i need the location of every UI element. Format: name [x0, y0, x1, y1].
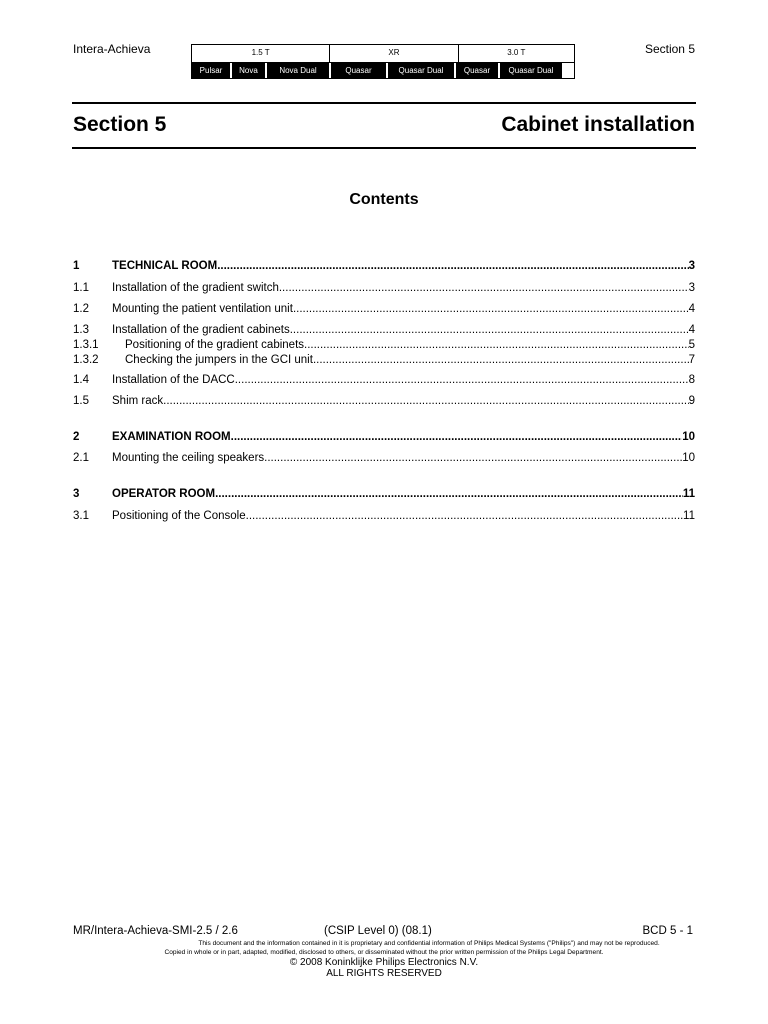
- toc-entry-3[interactable]: [73, 486, 695, 502]
- toc-page: 4: [688, 324, 695, 336]
- config-item-quasar-dual-3t: Quasar Dual: [500, 63, 562, 79]
- toc-number: 1.5: [73, 395, 89, 407]
- toc-page: 3: [688, 260, 695, 272]
- toc-title: TECHNICAL ROOM: [112, 260, 218, 272]
- toc-entry-1-1[interactable]: [73, 280, 695, 296]
- toc-number: 1.3.2: [73, 354, 99, 366]
- toc-number: 1.3: [73, 324, 89, 336]
- config-item-quasar-3t: Quasar: [456, 63, 498, 79]
- config-model-row: [192, 63, 574, 79]
- contents-heading: Contents: [349, 191, 419, 208]
- toc-leader: [215, 486, 683, 502]
- toc-leader: [235, 372, 689, 388]
- toc-number: 1.2: [73, 303, 89, 315]
- toc-number: 1.1: [73, 282, 89, 294]
- toc-title: Mounting the patient ventilation unit: [112, 303, 293, 315]
- toc-leader: [246, 508, 683, 524]
- config-item-quasar-dual-xr: Quasar Dual: [388, 63, 454, 79]
- config-field-strength-row: [192, 45, 574, 63]
- toc-title: Mounting the ceiling speakers: [112, 452, 265, 464]
- config-item-nova: Nova: [232, 63, 265, 79]
- toc-number: 2: [73, 431, 80, 443]
- toc-entry-1-5[interactable]: [73, 393, 695, 409]
- toc-number: 1.4: [73, 374, 89, 386]
- footer-page-number: BCD 5 - 1: [642, 925, 693, 937]
- section-number: Section 5: [73, 113, 167, 136]
- toc-page: 8: [688, 374, 695, 386]
- toc-title: Installation of the gradient switch: [112, 282, 279, 294]
- toc-entry-3-1[interactable]: [73, 508, 695, 524]
- footer-level: (CSIP Level 0) (08.1): [324, 925, 432, 937]
- toc-number: 3.1: [73, 510, 89, 522]
- toc-leader: [231, 429, 683, 445]
- footer-copyright: © 2008 Koninklijke Philips Electronics N.V.: [289, 957, 479, 968]
- footer-reproduction-notice: Copied in whole or in part, adapted, modified, disclosed to others, or disseminated without the prior written permission of the Philips Legal Department.: [164, 949, 604, 956]
- footer-document-id: MR/Intera-Achieva-SMI-2.5 / 2.6: [73, 925, 238, 937]
- toc-number: 2.1: [73, 452, 89, 464]
- toc-title: Installation of the gradient cabinets: [112, 324, 290, 336]
- config-item-quasar-xr: Quasar: [331, 63, 386, 79]
- toc-page: 5: [688, 339, 695, 351]
- toc-entry-1-3[interactable]: [73, 322, 695, 338]
- toc-title: Positioning of the Console: [112, 510, 246, 522]
- toc-number: 1: [73, 260, 80, 272]
- toc-page: 11: [682, 488, 695, 500]
- toc-title: Positioning of the gradient cabinets: [125, 339, 305, 351]
- header-product: Intera-Achieva: [73, 42, 151, 56]
- config-item-pulsar: Pulsar: [192, 63, 230, 79]
- toc-page: 11: [683, 510, 695, 522]
- toc-leader: [217, 258, 688, 274]
- toc-number: 1.3.1: [73, 339, 99, 351]
- toc-entry-1-2[interactable]: [73, 301, 695, 317]
- title-rule-top: [72, 102, 696, 104]
- config-group-xr: XR: [330, 45, 458, 62]
- title-rule-bottom: [72, 147, 696, 149]
- toc-title: Shim rack: [112, 395, 164, 407]
- toc-leader: [264, 450, 682, 466]
- toc-title: OPERATOR ROOM: [112, 488, 216, 500]
- toc-leader: [279, 280, 689, 296]
- toc-leader: [304, 337, 689, 353]
- toc-page: 7: [688, 354, 695, 366]
- toc-title: Checking the jumpers in the GCI unit: [125, 354, 313, 366]
- config-item-nova-dual: Nova Dual: [267, 63, 329, 79]
- toc-title: Installation of the DACC: [112, 374, 235, 386]
- section-title: Cabinet installation: [501, 113, 695, 136]
- toc-leader: [290, 322, 689, 338]
- toc-page: 10: [682, 431, 695, 443]
- toc-entry-1-4[interactable]: [73, 372, 695, 388]
- toc-page: 4: [688, 303, 695, 315]
- toc-leader: [293, 301, 689, 317]
- config-group-1-5t: 1.5 T: [192, 45, 330, 62]
- toc-entry-1[interactable]: [73, 258, 695, 274]
- footer-confidentiality-notice: This document and the information contained in it is proprietary and confidential information of Philips Medical Systems ("Philips") and may not be reproduced.: [198, 940, 660, 947]
- footer-rights: ALL RIGHTS RESERVED: [326, 968, 442, 979]
- toc-entry-2[interactable]: [73, 429, 695, 445]
- toc-entry-1-3-1[interactable]: [73, 337, 695, 353]
- toc-page: 3: [688, 282, 695, 294]
- toc-entry-2-1[interactable]: [73, 450, 695, 466]
- toc-title: EXAMINATION ROOM: [112, 431, 231, 443]
- toc-page: 9: [688, 395, 695, 407]
- toc-leader: [313, 352, 689, 368]
- configuration-table: [191, 44, 575, 79]
- header-section: Section 5: [644, 42, 695, 56]
- toc-number: 3: [73, 488, 80, 500]
- toc-entry-1-3-2[interactable]: [73, 352, 695, 368]
- toc-page: 10: [682, 452, 695, 464]
- toc-leader: [163, 393, 688, 409]
- config-group-3-0t: 3.0 T: [507, 48, 526, 57]
